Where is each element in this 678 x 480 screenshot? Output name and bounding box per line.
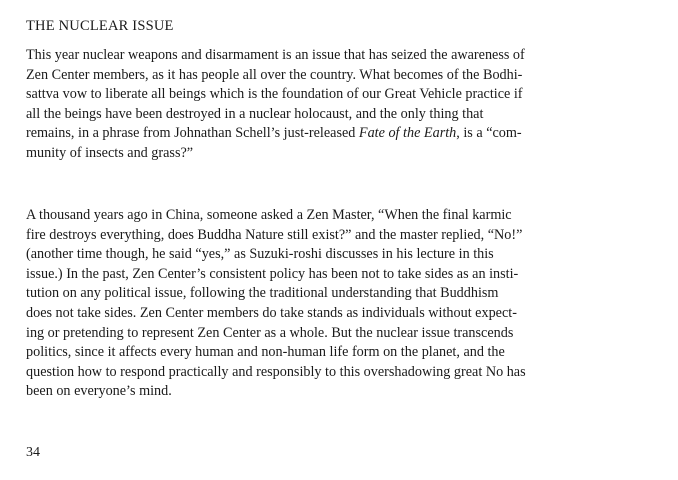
paragraph-1-line-2: Zen Center members, as it has people all over the country. What becomes of the Bodhi- [26,66,523,83]
paragraph-2-line-7: ing or pretending to represent Zen Center as a whole. But the nuclear issue transcends [26,324,514,341]
paragraph-1-line-1: This year nuclear weapons and disarmament is an issue that has seized the awareness of [26,47,525,63]
article-heading: THE NUCLEAR ISSUE [26,18,174,34]
paragraph-2-line-9: question how to respond practically and responsibly to this overshadowing great No has [26,363,526,380]
paragraph-2-line-2: fire destroys everything, does Buddha Nature still exist?” and the master replied, “No!” [26,226,523,243]
paragraph-1-line-3: sattva vow to liberate all beings which is the foundation of our Great Vehicle practice if [26,86,523,103]
paragraph-2-line-5: tution on any political issue, following the traditional understanding that Buddhism [26,285,499,302]
paragraph-2-line-3: (another time though, he said “yes,” as Suzuki-roshi discusses in his lecture in this [26,246,494,263]
paragraph-2-line-4: issue.) In the past, Zen Center’s consistent policy has been not to take sides as an insti- [26,265,519,282]
paragraph-1-line-5 [26,124,658,144]
paragraph-1-line-6: munity of insects and grass?” [26,144,194,161]
paragraph-2-line-10: been on everyone’s mind. [26,383,172,400]
book-title: Fate of the Earth [358,125,457,142]
paragraph-2-line-1: A thousand years ago in China, someone asked a Zen Master, “When the final karmic [26,207,512,223]
paragraph-2-line-8: politics, since it affects every human and non-human life form on the planet, and the [26,344,505,361]
page-number: 34 [26,445,40,460]
paragraph-2 [26,206,658,402]
paragraph-1 [26,46,658,164]
paragraph-1-line-4: all the beings have been destroyed in a nuclear holocaust, and the only thing that [26,105,484,122]
paragraph-1-line-5-end: , is a “com- [456,125,522,142]
paragraph-1-line-5-start: remains, in a phrase from Johnathan Schell’s just-released [26,125,359,142]
paragraph-2-line-6: does not take sides. Zen Center members do take stands as individuals without expect- [26,304,517,321]
